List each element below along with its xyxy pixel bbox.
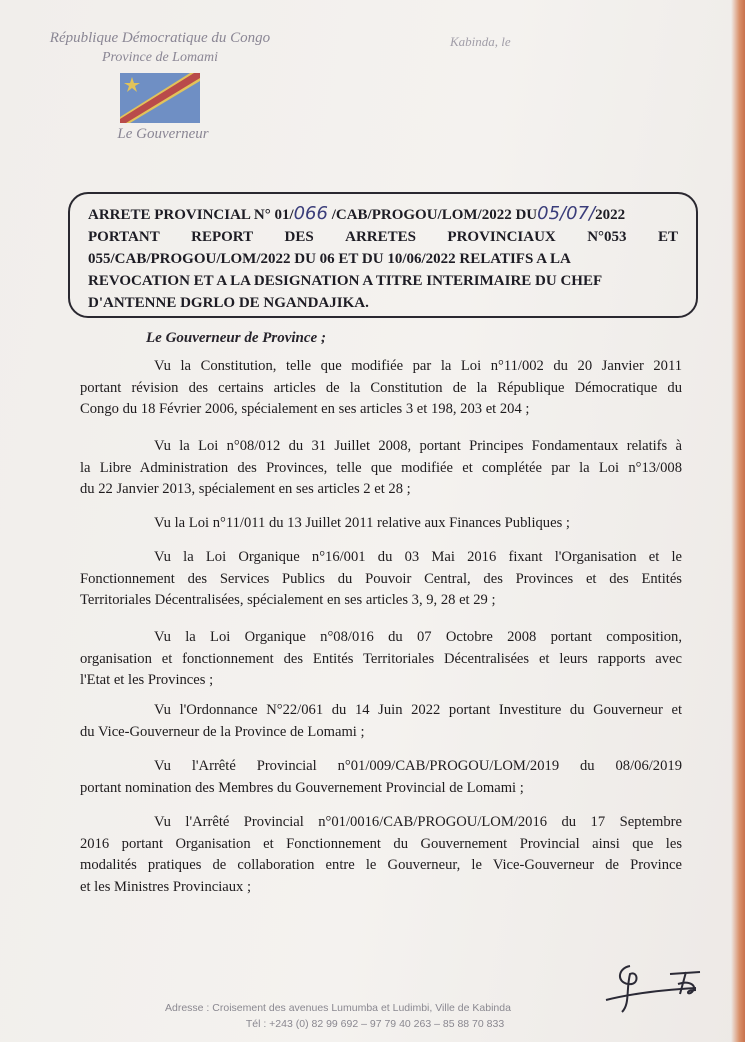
footer-contact bbox=[165, 1000, 585, 1032]
text-line: Vu la Loi Organique n°16/001 du 03 Mai 2016 fixant l'Organisation et le bbox=[154, 549, 682, 565]
paragraph-loi-08-012 bbox=[80, 436, 682, 501]
title-line-2 bbox=[88, 226, 678, 248]
decree-prefix: ARRETE PROVINCIAL N° 01/ bbox=[88, 207, 294, 223]
title-line-5: D'ANTENNE DGRLO DE NGANDAJIKA. bbox=[88, 295, 369, 311]
text-line: Vu l'Arrêté Provincial n°01/009/CAB/PROGOU/LOM/2019 du 08/06/2019 bbox=[154, 758, 682, 774]
title-word: PORTANT bbox=[88, 229, 160, 245]
footer-address: Adresse : Croisement des avenues Lumumba et Ludimbi, Ville de Kabinda bbox=[165, 1002, 511, 1014]
paragraph-constitution bbox=[80, 356, 682, 421]
decree-title-box bbox=[68, 192, 698, 318]
province-name: Province de Lomami bbox=[101, 50, 219, 65]
text-line: 2016 portant Organisation et Fonctionnement du Gouvernement Provincial ainsi que les bbox=[80, 835, 682, 852]
text-line: Vu l'Arrêté Provincial n°01/0016/CAB/PROGOU/LOM/2016 du 17 Septembre bbox=[154, 814, 682, 830]
paragraph-loi-11-011 bbox=[80, 513, 682, 535]
paragraph-arrete-2019 bbox=[80, 756, 682, 799]
preamble: Le Gouverneur de Province ; bbox=[146, 330, 326, 346]
text-line: Fonctionnement des Services Publics du Pouvoir Central, des Provinces et des Entités bbox=[80, 570, 682, 587]
text-line: Vu la Constitution, telle que modifiée par la Loi n°11/002 du 20 Janvier 2011 bbox=[154, 358, 682, 374]
title-line-1 bbox=[88, 203, 678, 226]
text-line: Congo du 18 Février 2006, spécialement en ses articles 3 et 198, 203 et 204 ; bbox=[80, 401, 530, 417]
text-line: portant nomination des Membres du Gouvernement Provincial de Lomami ; bbox=[80, 779, 524, 796]
paragraph-ordonnance bbox=[80, 700, 682, 743]
title-word: ET bbox=[657, 229, 678, 245]
title-word: ARRETES bbox=[345, 229, 416, 245]
letterhead bbox=[30, 28, 290, 68]
title-word: PROVINCIAUX bbox=[447, 229, 556, 245]
text-line: la Libre Administration des Provinces, telle que modifiée et complétée par la Loi n°13/008 bbox=[80, 459, 682, 476]
text-line: Vu la Loi n°08/012 du 31 Juillet 2008, portant Principes Fondamentaux relatifs à bbox=[154, 438, 682, 454]
text-line: organisation et fonctionnement des Entités Territoriales Décentralisées et leurs rapports avec bbox=[80, 650, 682, 667]
text-line: modalités pratiques de collaboration entre le Gouverneur, le Vice-Gouverneur de Province bbox=[80, 857, 682, 873]
text-line: Vu la Loi n°11/011 du 13 Juillet 2011 relative aux Finances Publiques ; bbox=[154, 515, 570, 531]
text-line: du Vice-Gouverneur de la Province de Lomami ; bbox=[80, 723, 365, 740]
governor-heading: Le Gouverneur bbox=[117, 126, 209, 142]
handwritten-initials-icon bbox=[600, 960, 720, 1020]
page-edge-shadow bbox=[731, 0, 745, 1042]
footer-phone: Tél : +243 (0) 82 99 692 – 97 79 40 263 – 85 88 70 833 bbox=[245, 1018, 505, 1030]
title-word: N°053 bbox=[587, 229, 627, 245]
decree-date-handwritten: 05/07/ bbox=[537, 203, 596, 224]
paragraph-arrete-2016 bbox=[80, 812, 682, 898]
country-name: République Démocratique du Congo bbox=[49, 30, 271, 46]
title-line-4: REVOCATION ET A LA DESIGNATION A TITRE INTERIMAIRE DU CHEF bbox=[88, 273, 603, 289]
text-line: Vu l'Ordonnance N°22/061 du 14 Juin 2022 portant Investiture du Gouverneur et bbox=[154, 702, 682, 718]
text-line: Territoriales Décentralisées, spécialement en ses articles 3, 9, 28 et 29 ; bbox=[80, 592, 496, 608]
decree-year: 2022 bbox=[595, 207, 626, 223]
text-line: portant révision des certains articles de la Constitution de la République Démocratique du bbox=[80, 379, 682, 396]
drc-flag-icon bbox=[120, 73, 200, 123]
text-line: et les Ministres Provinciaux ; bbox=[80, 878, 252, 895]
paragraph-loi-organique-08-016 bbox=[80, 627, 682, 692]
title-word: REPORT bbox=[191, 229, 254, 245]
title-word: DES bbox=[284, 229, 314, 245]
title-line-3: 055/CAB/PROGOU/LOM/2022 DU 06 ET DU 10/06/2022 RELATIFS A LA bbox=[88, 251, 571, 267]
text-line: du 22 Janvier 2013, spécialement en ses articles 2 et 28 ; bbox=[80, 481, 411, 497]
paragraph-loi-organique-16-001 bbox=[80, 547, 682, 612]
text-line: Vu la Loi Organique n°08/016 du 07 Octobre 2008 portant composition, bbox=[154, 629, 682, 645]
place-date-label: Kabinda, le bbox=[450, 34, 511, 49]
text-line: l'Etat et les Provinces ; bbox=[80, 672, 214, 688]
decree-ref: /CAB/PROGOU/LOM/2022 DU bbox=[331, 207, 538, 223]
decree-number-handwritten: 066 bbox=[293, 203, 328, 224]
